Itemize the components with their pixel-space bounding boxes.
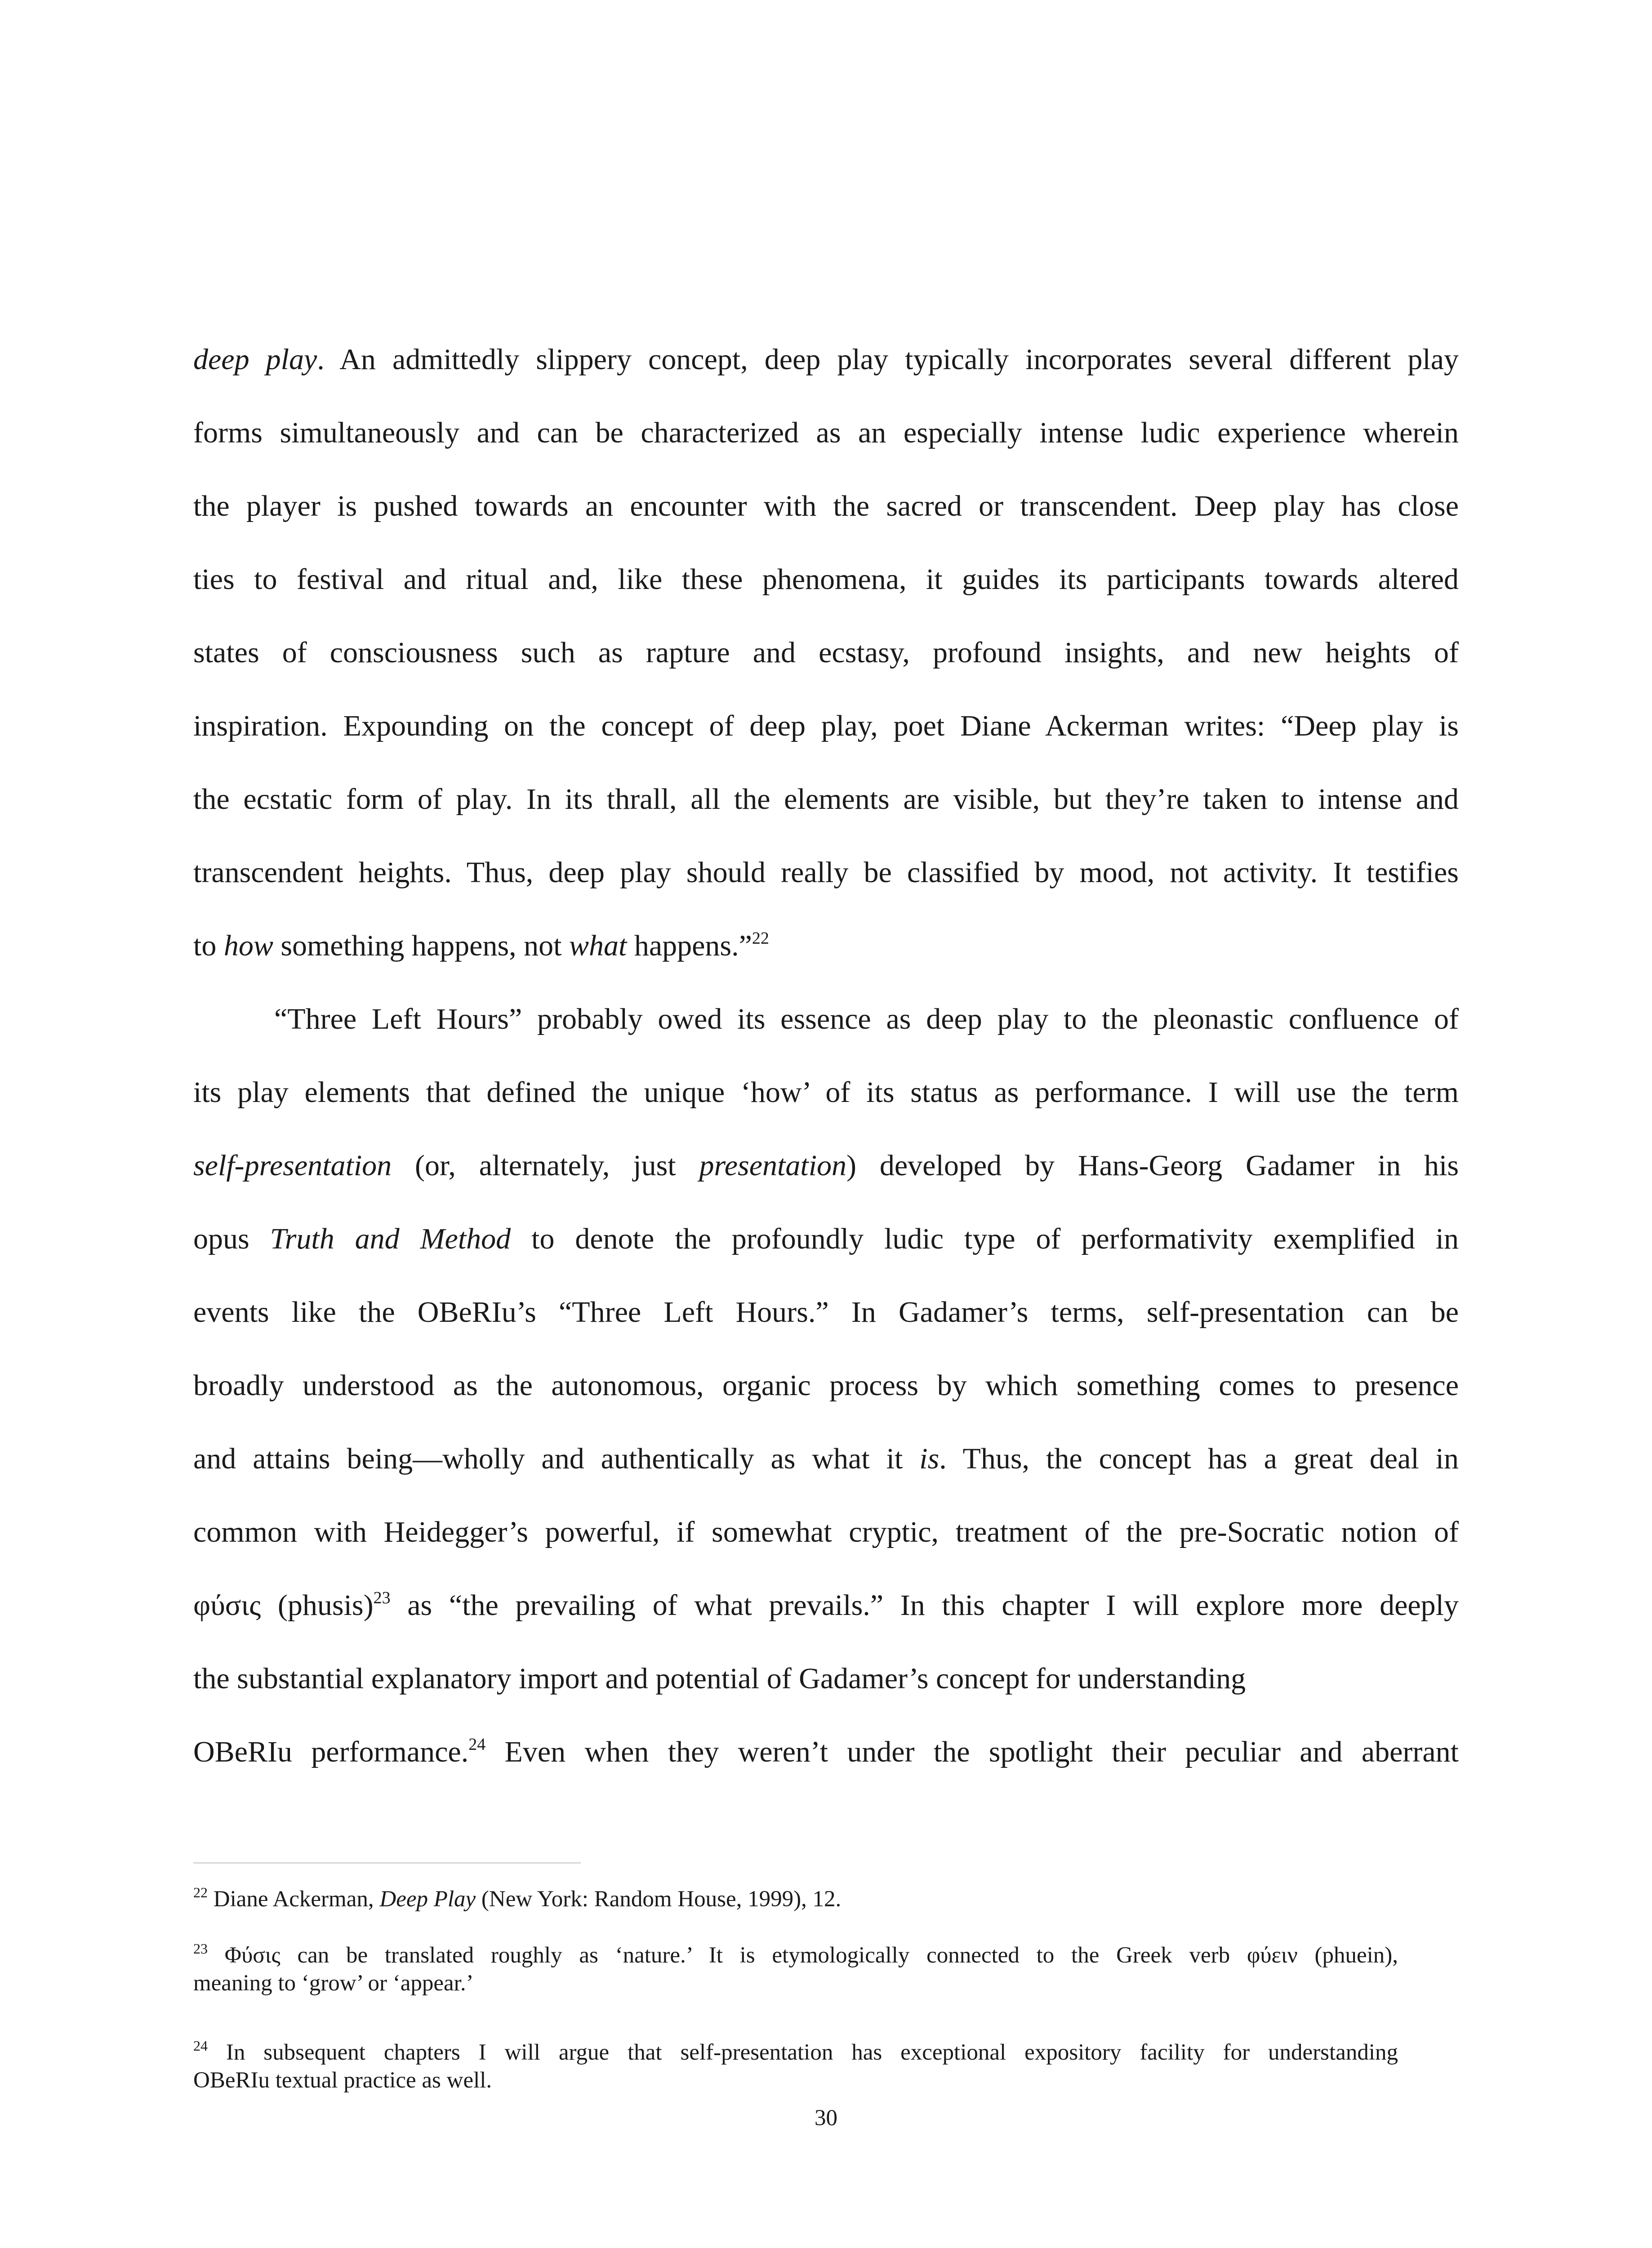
- text-span: its play elements that defined the unique ‘how’ of its status as performance. I will use the term: [193, 1076, 1459, 1109]
- text-span: the ecstatic form of play. In its thrall, all the elements are visible, but they’re taken to intense and: [193, 783, 1459, 816]
- text-line: [193, 781, 1459, 817]
- text-line: [193, 415, 1459, 451]
- italic-term: self-presentation: [193, 1149, 392, 1182]
- text-span: to: [193, 929, 224, 962]
- text-line: [193, 1221, 1459, 1257]
- text-span: the substantial explanatory import and potential of Gadamer’s concept for understanding: [193, 1662, 1246, 1695]
- text-span: OBeRIu textual practice as well.: [193, 2068, 492, 2093]
- text-span: Diane Ackerman,: [208, 1887, 380, 1912]
- text-span: inspiration. Expounding on the concept of deep play, poet Diane Ackerman writes: “Deep play is: [193, 709, 1459, 742]
- text-span: something happens, not: [273, 929, 569, 962]
- text-span: common with Heidegger’s powerful, if somewhat cryptic, treatment of the pre-Socratic notion of: [193, 1516, 1459, 1548]
- text-span: Even when they weren’t under the spotlight their peculiar and aberrant: [485, 1735, 1459, 1768]
- text-span: OBeRIu performance.: [193, 1735, 469, 1768]
- text-span: ties to festival and ritual and, like these phenomena, it guides its participants towards altered: [193, 563, 1459, 596]
- text-span: . An admittedly slippery concept, deep play typically incorporates several different play: [317, 343, 1459, 376]
- text-line: [193, 1368, 1459, 1404]
- text-line: [193, 562, 1459, 598]
- text-line: [193, 1588, 1459, 1624]
- text-line: [193, 1075, 1459, 1111]
- footnote-24-continued: [193, 2066, 492, 2094]
- text-line: [274, 1001, 1459, 1037]
- text-line: [193, 1148, 1459, 1184]
- text-span: meaning to ‘grow’ or ‘appear.’: [193, 1971, 474, 1996]
- text-span: In subsequent chapters I will argue that self-presentation has exceptional expository facility for understanding: [208, 2040, 1398, 2065]
- footnote-ref[interactable]: 22: [752, 929, 769, 948]
- text-span: (New York: Random House, 1999), 12.: [476, 1887, 842, 1912]
- italic-term: deep play: [193, 343, 317, 376]
- footnote-number: 23: [193, 1940, 208, 1957]
- italic-term: is: [919, 1442, 940, 1475]
- italic-term: presentation: [699, 1149, 847, 1182]
- text-span: Φύσις can be translated roughly as ‘nature.’ It is etymologically connected to the Greek verb φύειν (phuein),: [208, 1943, 1398, 1968]
- footnote-number: 24: [193, 2038, 208, 2054]
- footnote-23-continued: [193, 1969, 474, 1997]
- text-span: broadly understood as the autonomous, organic process by which something comes to presence: [193, 1369, 1459, 1402]
- text-line: [193, 708, 1459, 744]
- text-span: . Thus, the concept has a great deal in: [939, 1442, 1459, 1475]
- footnote-separator: [193, 1862, 581, 1864]
- text-line: [193, 928, 769, 964]
- footnote-ref[interactable]: 24: [468, 1735, 486, 1754]
- text-line: [193, 1514, 1459, 1550]
- text-span: φύσις (phusis): [193, 1589, 374, 1622]
- text-span: states of consciousness such as rapture and ecstasy, profound insights, and new heights of: [193, 636, 1459, 669]
- italic-title: Deep Play: [379, 1887, 476, 1912]
- text-span: “Three Left Hours” probably owed its essence as deep play to the pleonastic confluence of: [274, 1003, 1459, 1035]
- text-line: [193, 1294, 1459, 1330]
- italic-term: what: [569, 929, 627, 962]
- footnote-number: 22: [193, 1884, 208, 1900]
- text-span: and attains being—wholly and authentically as what it: [193, 1442, 920, 1475]
- text-line: [193, 855, 1459, 891]
- text-span: as “the prevailing of what prevails.” In this chapter I will explore more deeply: [390, 1589, 1459, 1622]
- text-span: happens.”: [627, 929, 752, 962]
- italic-term: how: [223, 929, 273, 962]
- footnote-ref[interactable]: 23: [373, 1588, 391, 1607]
- italic-term: Truth and Method: [270, 1222, 511, 1255]
- text-span: transcendent heights. Thus, deep play should really be classified by mood, not activity. It testifies: [193, 856, 1459, 889]
- page-number: 30: [815, 2105, 837, 2131]
- footnote-22: [193, 1885, 841, 1913]
- text-span: events like the OBeRIu’s “Three Left Hours.” In Gadamer’s terms, self-presentation can be: [193, 1296, 1459, 1329]
- footnote-24: [193, 2038, 1398, 2066]
- text-line: [193, 488, 1459, 524]
- text-span: opus: [193, 1222, 270, 1255]
- text-line: [193, 635, 1459, 671]
- text-span: forms simultaneously and can be characterized as an especially intense ludic experience wherein: [193, 416, 1459, 449]
- text-line: [193, 1661, 1246, 1697]
- text-line: [193, 1441, 1459, 1477]
- text-span: to denote the profoundly ludic type of performativity exemplified in: [511, 1222, 1459, 1255]
- text-line: [193, 1734, 1459, 1770]
- text-line: [193, 342, 1459, 378]
- text-span: ) developed by Hans-Georg Gadamer in his: [846, 1149, 1459, 1182]
- footnote-23: [193, 1941, 1398, 1969]
- text-span: the player is pushed towards an encounter with the sacred or transcendent. Deep play has close: [193, 490, 1459, 522]
- text-span: (or, alternately, just: [392, 1149, 699, 1182]
